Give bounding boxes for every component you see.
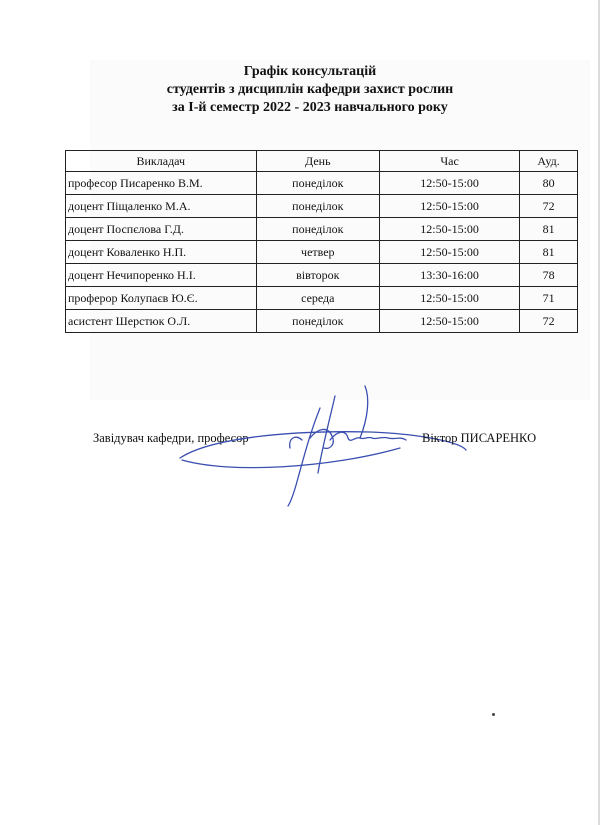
signature-stroke-b: [360, 386, 368, 438]
table-header-row: [66, 151, 578, 172]
cell-teacher: асистент Шерстюк О.Л.: [66, 310, 257, 333]
cell-room: 81: [520, 218, 578, 241]
header-day: День: [256, 151, 379, 172]
signatory-role: Завідувач кафедри, професор: [93, 431, 249, 445]
doc-subtitle: студентів з дисциплін кафедри захист рослин: [166, 82, 454, 97]
cell-time: 12:50-15:00: [380, 218, 520, 241]
table-row: [66, 287, 578, 310]
cell-teacher: доцент Піщаленко М.А.: [66, 195, 257, 218]
cell-teacher: доцент Поспєлова Г.Д.: [66, 218, 257, 241]
cell-day: понеділок: [256, 310, 379, 333]
cell-room: 81: [520, 241, 578, 264]
table-row: [66, 218, 578, 241]
table-row: [66, 241, 578, 264]
cell-room: 72: [520, 310, 578, 333]
signatory-name: Віктор ПИСАРЕНКО: [422, 431, 537, 445]
signature-loop-c: [290, 437, 302, 448]
cell-time: 12:50-15:00: [380, 172, 520, 195]
cell-day: середа: [256, 287, 379, 310]
cell-teacher: проферор Колупаєв Ю.Є.: [66, 287, 257, 310]
cell-day: четвер: [256, 241, 379, 264]
cell-room: 80: [520, 172, 578, 195]
cell-time: 12:50-15:00: [380, 287, 520, 310]
cell-room: 72: [520, 195, 578, 218]
header-time: Час: [380, 151, 520, 172]
table-row: [66, 195, 578, 218]
cell-time: 12:50-15:00: [380, 310, 520, 333]
table-row: [66, 172, 578, 195]
cell-room: 78: [520, 264, 578, 287]
cell-day: понеділок: [256, 195, 379, 218]
cell-teacher: доцент Нечипоренко Н.І.: [66, 264, 257, 287]
header-teacher: Викладач: [66, 151, 257, 172]
cell-day: понеділок: [256, 218, 379, 241]
header-room: Ауд.: [520, 151, 578, 172]
cell-room: 71: [520, 287, 578, 310]
signature-stem: [288, 408, 320, 506]
cell-day: вівторок: [256, 264, 379, 287]
cell-time: 12:50-15:00: [380, 195, 520, 218]
doc-title: Графік консультацій: [243, 64, 377, 79]
signature-underline: [182, 448, 400, 468]
cell-teacher: професор Писаренко В.М.: [66, 172, 257, 195]
table-row: [66, 310, 578, 333]
cell-teacher: доцент Коваленко Н.П.: [66, 241, 257, 264]
table-row: [66, 264, 578, 287]
cell-time: 13:30-16:00: [380, 264, 520, 287]
doc-semester: за І-й семестр 2022 - 2023 навчального року: [172, 100, 448, 115]
consultation-table: [65, 150, 578, 333]
cell-day: понеділок: [256, 172, 379, 195]
ink-dot: [492, 713, 495, 716]
cell-time: 12:50-15:00: [380, 241, 520, 264]
